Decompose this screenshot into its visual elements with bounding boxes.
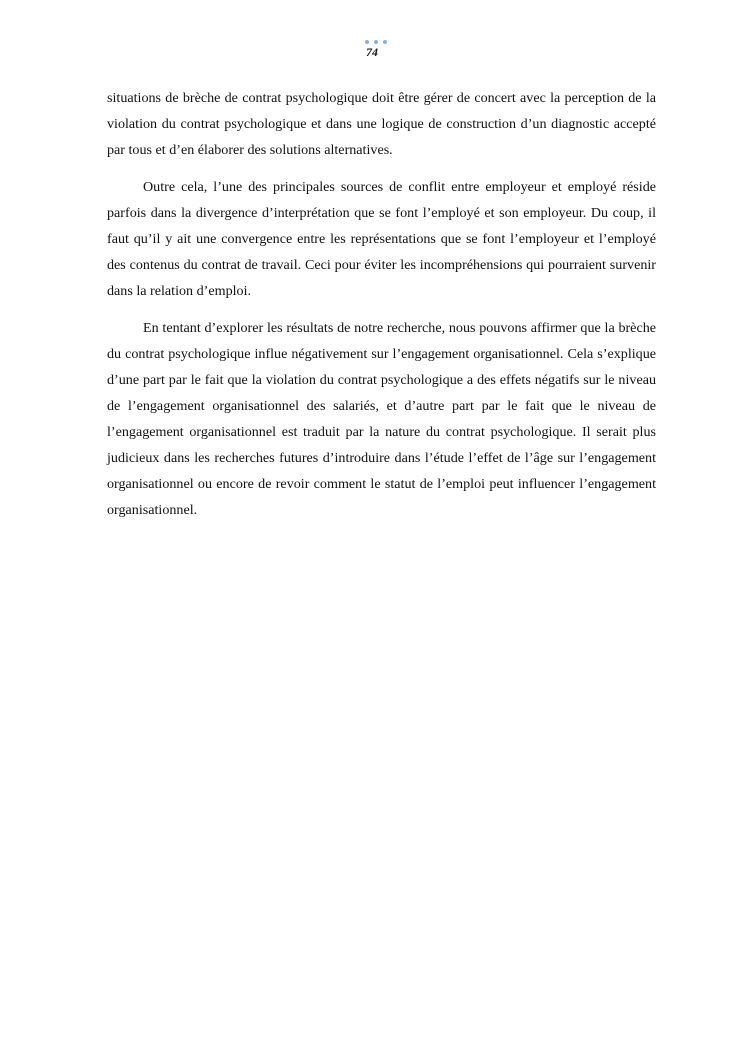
page-number: 74 <box>366 45 378 59</box>
ornament-dot <box>383 40 387 44</box>
page-header <box>0 40 744 58</box>
body-text <box>107 85 656 534</box>
paragraph-3: En tentant d’explorer les résultats de notre recherche, nous pouvons affirmer que la brèche du contrat psychologique influe négativement sur l’engagement organisationnel. Cela s’explique d’une part par le fait que la violation du contrat psychologique a des effets négatifs sur le niveau de l’engagement organisationnel des salariés, et d’autre part par le fait que le niveau de l’engagement organisationnel est traduit par la nature du contrat psychologique. Il serait plus judicieux dans les recherches futures d’introduire dans l’étude l’effet de l’âge sur l’engagement organisationnel ou encore de revoir comment le statut de l’emploi peut influencer l’engagement organisationnel. <box>107 320 656 518</box>
ornament-dot <box>374 40 378 44</box>
ornament-dot <box>365 40 369 44</box>
paragraph-2: Outre cela, l’une des principales sources de conflit entre employeur et employé réside parfois dans la divergence d’interprétation que se font l’employé et son employeur. Du coup, il faut qu’il y ait une convergence entre les représentations que se font l’employeur et l’employé des contenus du contrat de travail. Ceci pour éviter les incompréhensions qui pourraient survenir dans la relation d’emploi. <box>107 179 656 299</box>
paragraph-1: situations de brèche de contrat psychologique doit être gérer de concert avec la perception de la violation du contrat psychologique et dans une logique de construction d’un diagnostic accepté par tous et d’en élaborer des solutions alternatives. <box>107 90 656 158</box>
